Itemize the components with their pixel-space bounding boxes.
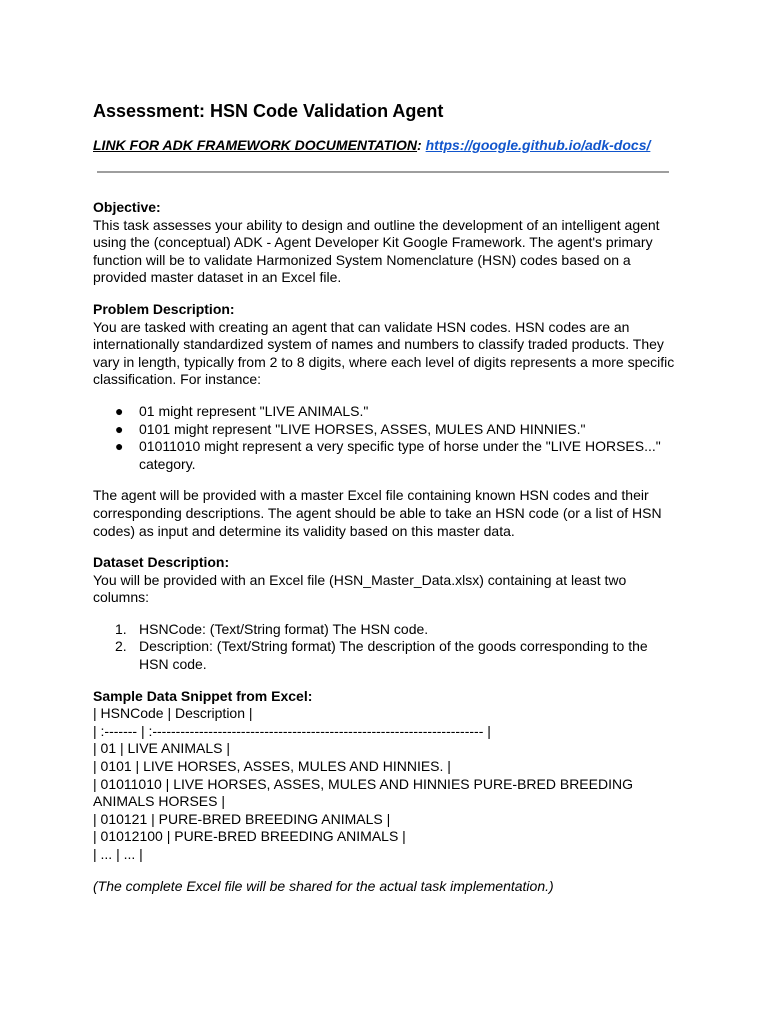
sample-line: | 01011010 | LIVE HORSES, ASSES, MULES AND HINNIES PURE-BRED BREEDING ANIMALS HORSES | xyxy=(93,775,633,810)
list-item-text: 01011010 might represent a very specific type of horse under the "LIVE HORSES..." category. xyxy=(139,438,661,472)
sample-line: | :------- | :----------------------------------------------------------------------- | xyxy=(93,722,491,739)
bullet-icon: ● xyxy=(115,420,124,437)
columns-list xyxy=(93,621,678,674)
dataset-heading: Dataset Description: xyxy=(93,554,230,571)
list-item xyxy=(93,638,678,673)
dataset-text: You will be provided with an Excel file (HSN_Master_Data.xlsx) containing at least two columns: xyxy=(93,571,627,606)
sample-line: | HSNCode | Description | xyxy=(93,705,253,722)
list-item xyxy=(93,621,678,639)
list-item-text: HSNCode: (Text/String format) The HSN code. xyxy=(139,620,429,637)
sample-data-section xyxy=(93,688,678,896)
list-item-text: Description: (Text/String format) The description of the goods corresponding to the HSN code. xyxy=(139,638,648,673)
horizontal-rule xyxy=(97,171,669,173)
bullet-icon: ● xyxy=(115,438,124,455)
list-item xyxy=(93,438,678,473)
objective-text: This task assesses your ability to design and outline the development of an intelligent agent using the (conceptual) ADK - Agent Developer Kit Google Framework. The agent's primary function will be to validate Harmonized System Nomenclature (HSN) codes based on a provided master dataset in an Excel file. xyxy=(93,216,660,286)
problem-after-text: The agent will be provided with a master Excel file containing known HSN codes and their corresponding descriptions. The agent should be able to take an HSN code (or a list of HSN codes) as input and determine its validity based on this master data. xyxy=(93,487,662,539)
bullet-icon: ● xyxy=(115,402,124,419)
list-item xyxy=(93,421,678,439)
problem-section xyxy=(93,301,678,540)
list-number: 1. xyxy=(115,620,127,637)
objective-heading: Objective: xyxy=(93,199,161,215)
hsn-examples-list xyxy=(93,403,678,473)
list-item xyxy=(93,403,678,421)
sample-line: | 01 | LIVE ANIMALS | xyxy=(93,740,230,757)
sample-line: | 01012100 | PURE-BRED BREEDING ANIMALS | xyxy=(93,828,406,845)
document-page xyxy=(93,100,678,895)
sample-note: (The complete Excel file will be shared for the actual task implementation.) xyxy=(93,877,554,894)
docs-link-line xyxy=(93,137,678,154)
dataset-section xyxy=(93,554,678,674)
problem-heading: Problem Description: xyxy=(93,300,235,317)
list-item-text: 01 might represent "LIVE ANIMALS." xyxy=(139,402,369,419)
adk-docs-link[interactable]: https://google.github.io/adk-docs/ xyxy=(425,137,651,153)
document-title: Assessment: HSN Code Validation Agent xyxy=(93,101,444,121)
docs-link-separator: : xyxy=(417,137,426,153)
docs-link-label: LINK FOR ADK FRAMEWORK DOCUMENTATION xyxy=(93,137,418,153)
problem-text: You are tasked with creating an agent that can validate HSN codes. HSN codes are an internationally standardized system of names and numbers to classify traded products. They vary in length, typically from 2 to 8 digits, where each level of digits represents a more specific classification. For instance: xyxy=(93,318,675,388)
list-item-text: 0101 might represent "LIVE HORSES, ASSES, MULES AND HINNIES." xyxy=(139,420,586,437)
list-number: 2. xyxy=(115,638,127,655)
objective-section xyxy=(93,199,678,287)
sample-line: | 0101 | LIVE HORSES, ASSES, MULES AND HINNIES. | xyxy=(93,758,451,775)
sample-line: | ... | ... | xyxy=(93,846,143,862)
sample-heading: Sample Data Snippet from Excel: xyxy=(93,687,313,704)
sample-line: | 010121 | PURE-BRED BREEDING ANIMALS | xyxy=(93,810,391,827)
